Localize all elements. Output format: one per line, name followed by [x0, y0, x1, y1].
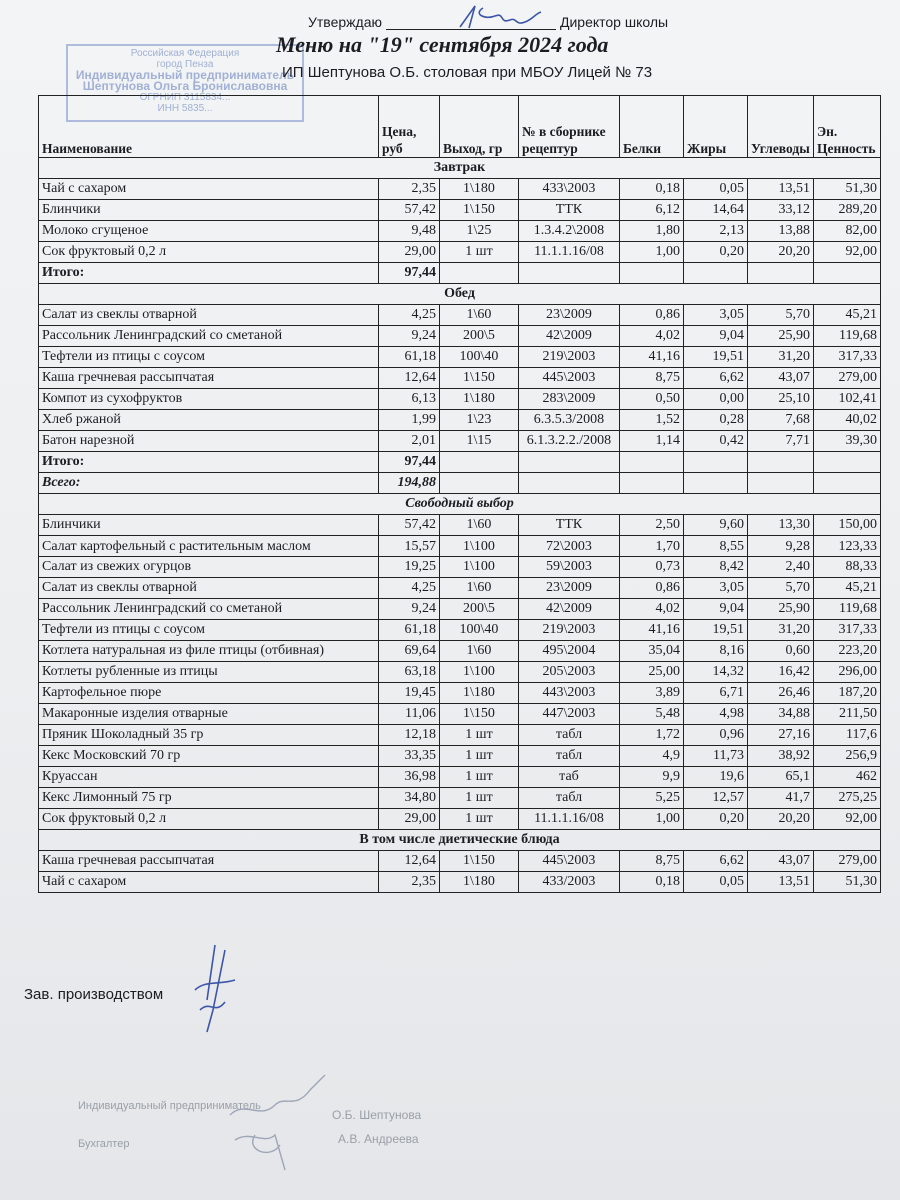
- portion: 1 шт: [440, 809, 519, 830]
- portion: 1\150: [440, 200, 519, 221]
- protein: 0,86: [620, 578, 684, 599]
- table-row: [39, 389, 881, 410]
- column-header: Эн. Ценность: [814, 96, 881, 158]
- fat: 2,13: [684, 221, 748, 242]
- price: 19,45: [379, 683, 440, 704]
- energy: 45,21: [814, 305, 881, 326]
- portion: 1 шт: [440, 788, 519, 809]
- carbs: 33,12: [748, 200, 814, 221]
- price: 2,01: [379, 431, 440, 452]
- table-row: [39, 725, 881, 746]
- recipe-number: 42\2009: [519, 599, 620, 620]
- recipe-number: 283\2009: [519, 389, 620, 410]
- table-row: [39, 767, 881, 788]
- price: 63,18: [379, 662, 440, 683]
- recipe-number: 23\2009: [519, 305, 620, 326]
- fat: 8,55: [684, 536, 748, 557]
- dish-name: Каша гречневая рассыпчатая: [39, 851, 379, 872]
- column-header: Белки: [620, 96, 684, 158]
- dish-name: Рассольник Ленинградский со сметаной: [39, 599, 379, 620]
- recipe-number: табл: [519, 746, 620, 767]
- price: 6,13: [379, 389, 440, 410]
- table-row: [39, 368, 881, 389]
- carbs: 20,20: [748, 242, 814, 263]
- fat: 19,6: [684, 767, 748, 788]
- column-header: Наименование: [39, 96, 379, 158]
- carbs: 25,90: [748, 326, 814, 347]
- energy: 51,30: [814, 872, 881, 893]
- price: 2,35: [379, 179, 440, 200]
- total-label: Итого:: [39, 452, 379, 473]
- recipe-number: 495\2004: [519, 641, 620, 662]
- portion: 1\180: [440, 389, 519, 410]
- energy: 211,50: [814, 704, 881, 725]
- price: 9,24: [379, 599, 440, 620]
- table-row: [39, 599, 881, 620]
- section-title: Завтрак: [39, 158, 881, 179]
- faded-signatures: [215, 1070, 335, 1180]
- carbs: 5,70: [748, 578, 814, 599]
- table-row: [39, 431, 881, 452]
- protein: 0,73: [620, 557, 684, 578]
- protein: 1,14: [620, 431, 684, 452]
- entrepreneur-label: Индивидуальный предприниматель: [78, 1100, 261, 1112]
- approve-label: Утверждаю: [308, 14, 382, 30]
- energy: 92,00: [814, 242, 881, 263]
- fat: 9,60: [684, 515, 748, 536]
- breakfast-total-row: [39, 263, 881, 284]
- table-row: [39, 662, 881, 683]
- energy: 51,30: [814, 179, 881, 200]
- director-label: Директор школы: [559, 14, 669, 30]
- recipe-number: таб: [519, 767, 620, 788]
- energy: 317,33: [814, 347, 881, 368]
- column-header: Цена, руб: [379, 96, 440, 158]
- dish-name: Кекс Лимонный 75 гр: [39, 788, 379, 809]
- energy: 39,30: [814, 431, 881, 452]
- protein: 8,75: [620, 368, 684, 389]
- dish-name: Чай с сахаром: [39, 872, 379, 893]
- fat: 19,51: [684, 620, 748, 641]
- fat: 6,62: [684, 368, 748, 389]
- energy: 102,41: [814, 389, 881, 410]
- carbs: 41,7: [748, 788, 814, 809]
- dish-name: Круассан: [39, 767, 379, 788]
- energy: 275,25: [814, 788, 881, 809]
- table-row: [39, 704, 881, 725]
- stamp-text: ОГРНИП 3115834...: [139, 92, 231, 103]
- energy: 279,00: [814, 851, 881, 872]
- portion: 1 шт: [440, 767, 519, 788]
- energy: 40,02: [814, 410, 881, 431]
- dish-name: Блинчики: [39, 200, 379, 221]
- dish-name: Каша гречневая рассыпчатая: [39, 368, 379, 389]
- fat: 9,04: [684, 326, 748, 347]
- table-row: [39, 788, 881, 809]
- dish-name: Чай с сахаром: [39, 179, 379, 200]
- section-heading: [39, 158, 881, 179]
- fat: 11,73: [684, 746, 748, 767]
- column-header: Жиры: [684, 96, 748, 158]
- director-signature: [455, 2, 545, 32]
- price: 1,99: [379, 410, 440, 431]
- stamp-text: ИНН 5835...: [157, 103, 213, 114]
- section-heading: [39, 830, 881, 851]
- carbs: 9,28: [748, 536, 814, 557]
- column-header: Углеводы: [748, 96, 814, 158]
- carbs: 2,40: [748, 557, 814, 578]
- price: 4,25: [379, 578, 440, 599]
- price: 69,64: [379, 641, 440, 662]
- table-row: [39, 536, 881, 557]
- price: 61,18: [379, 620, 440, 641]
- carbs: 20,20: [748, 809, 814, 830]
- price: 57,42: [379, 200, 440, 221]
- recipe-number: 205\2003: [519, 662, 620, 683]
- dish-name: Картофельное пюре: [39, 683, 379, 704]
- dish-name: Макаронные изделия отварные: [39, 704, 379, 725]
- fat: 14,64: [684, 200, 748, 221]
- protein: 6,12: [620, 200, 684, 221]
- carbs: 43,07: [748, 368, 814, 389]
- carbs: 27,16: [748, 725, 814, 746]
- price: 15,57: [379, 536, 440, 557]
- recipe-number: табл: [519, 725, 620, 746]
- table-row: [39, 641, 881, 662]
- page-subtitle: ИП Шептунова О.Б. столовая при МБОУ Лицей № 73: [282, 64, 653, 81]
- portion: 1\150: [440, 368, 519, 389]
- protein: 5,48: [620, 704, 684, 725]
- portion: 1\180: [440, 179, 519, 200]
- energy: 150,00: [814, 515, 881, 536]
- carbs: 26,46: [748, 683, 814, 704]
- carbs: 34,88: [748, 704, 814, 725]
- protein: 0,86: [620, 305, 684, 326]
- carbs: 13,51: [748, 872, 814, 893]
- recipe-number: 445\2003: [519, 851, 620, 872]
- lunch-total-row: [39, 452, 881, 473]
- energy: 82,00: [814, 221, 881, 242]
- energy: 256,9: [814, 746, 881, 767]
- recipe-number: 72\2003: [519, 536, 620, 557]
- fat: 0,20: [684, 242, 748, 263]
- production-manager-label: Зав. производством: [24, 986, 164, 1003]
- dish-name: Сок фруктовый 0,2 л: [39, 809, 379, 830]
- carbs: 43,07: [748, 851, 814, 872]
- table-row: [39, 620, 881, 641]
- section-title: Свободный выбор: [39, 494, 881, 515]
- fat: 0,42: [684, 431, 748, 452]
- recipe-number: 433\2003: [519, 179, 620, 200]
- stamp-text: Российская Федерация: [130, 48, 240, 59]
- protein: 41,16: [620, 620, 684, 641]
- recipe-number: 433/2003: [519, 872, 620, 893]
- fat: 0,20: [684, 809, 748, 830]
- energy: 88,33: [814, 557, 881, 578]
- energy: 123,33: [814, 536, 881, 557]
- energy: 119,68: [814, 326, 881, 347]
- table-row: [39, 179, 881, 200]
- menu-table: [38, 95, 881, 893]
- recipe-number: 443\2003: [519, 683, 620, 704]
- protein: 5,25: [620, 788, 684, 809]
- dish-name: Батон нарезной: [39, 431, 379, 452]
- total-value: 97,44: [379, 263, 440, 284]
- dish-name: Молоко сгущеное: [39, 221, 379, 242]
- price: 33,35: [379, 746, 440, 767]
- table-row: [39, 578, 881, 599]
- table-row: [39, 347, 881, 368]
- portion: 100\40: [440, 347, 519, 368]
- price: 9,24: [379, 326, 440, 347]
- energy: 223,20: [814, 641, 881, 662]
- recipe-number: 1.3.4.2\2008: [519, 221, 620, 242]
- table-row: [39, 809, 881, 830]
- recipe-number: 6.1.3.2.2./2008: [519, 431, 620, 452]
- protein: 2,50: [620, 515, 684, 536]
- protein: 1,70: [620, 536, 684, 557]
- portion: 1\150: [440, 851, 519, 872]
- fat: 6,62: [684, 851, 748, 872]
- carbs: 65,1: [748, 767, 814, 788]
- page-title: Меню на "19" сентября 2024 года: [276, 32, 609, 57]
- total-label: Итого:: [39, 263, 379, 284]
- column-header: Выход, гр: [440, 96, 519, 158]
- dish-name: Тефтели из птицы с соусом: [39, 620, 379, 641]
- portion: 1\180: [440, 683, 519, 704]
- energy: 317,33: [814, 620, 881, 641]
- portion: 1\100: [440, 662, 519, 683]
- portion: 1\150: [440, 704, 519, 725]
- recipe-number: 445\2003: [519, 368, 620, 389]
- grand-total-row: [39, 473, 881, 494]
- price: 19,25: [379, 557, 440, 578]
- portion: 1 шт: [440, 725, 519, 746]
- portion: 200\5: [440, 326, 519, 347]
- portion: 1\15: [440, 431, 519, 452]
- portion: 1\60: [440, 578, 519, 599]
- protein: 35,04: [620, 641, 684, 662]
- fat: 12,57: [684, 788, 748, 809]
- dish-name: Котлеты рубленные из птицы: [39, 662, 379, 683]
- table-row: [39, 872, 881, 893]
- fat: 6,71: [684, 683, 748, 704]
- dish-name: Салат картофельный с растительным маслом: [39, 536, 379, 557]
- protein: 4,9: [620, 746, 684, 767]
- stamp-text: город Пенза: [156, 59, 214, 70]
- price: 12,18: [379, 725, 440, 746]
- portion: 200\5: [440, 599, 519, 620]
- table-header-row: [39, 96, 881, 158]
- recipe-number: 59\2003: [519, 557, 620, 578]
- section-title: Обед: [39, 284, 881, 305]
- fat: 8,42: [684, 557, 748, 578]
- accountant-name: А.В. Андреева: [338, 1132, 419, 1146]
- grand-total-label: Всего:: [39, 473, 379, 494]
- protein: 4,02: [620, 326, 684, 347]
- recipe-number: 11.1.1.16/08: [519, 242, 620, 263]
- portion: 1 шт: [440, 242, 519, 263]
- portion: 1\100: [440, 557, 519, 578]
- dish-name: Блинчики: [39, 515, 379, 536]
- carbs: 38,92: [748, 746, 814, 767]
- fat: 9,04: [684, 599, 748, 620]
- dish-name: Рассольник Ленинградский со сметаной: [39, 326, 379, 347]
- portion: 1\25: [440, 221, 519, 242]
- dish-name: Компот из сухофруктов: [39, 389, 379, 410]
- carbs: 31,20: [748, 620, 814, 641]
- carbs: 25,10: [748, 389, 814, 410]
- table-row: [39, 515, 881, 536]
- portion: 1\60: [440, 641, 519, 662]
- dish-name: Хлеб ржаной: [39, 410, 379, 431]
- production-signature: [185, 940, 245, 1035]
- protein: 0,18: [620, 179, 684, 200]
- table-row: [39, 746, 881, 767]
- recipe-number: табл: [519, 788, 620, 809]
- energy: 117,6: [814, 725, 881, 746]
- protein: 8,75: [620, 851, 684, 872]
- energy: 279,00: [814, 368, 881, 389]
- dish-name: Котлета натуральная из филе птицы (отбивная): [39, 641, 379, 662]
- portion: 1 шт: [440, 746, 519, 767]
- protein: 1,72: [620, 725, 684, 746]
- carbs: 13,88: [748, 221, 814, 242]
- dish-name: Сок фруктовый 0,2 л: [39, 242, 379, 263]
- section-heading: [39, 284, 881, 305]
- table-row: [39, 557, 881, 578]
- energy: 119,68: [814, 599, 881, 620]
- table-row: [39, 851, 881, 872]
- recipe-number: 447\2003: [519, 704, 620, 725]
- recipe-number: ТТК: [519, 515, 620, 536]
- recipe-number: 23\2009: [519, 578, 620, 599]
- recipe-number: 11.1.1.16/08: [519, 809, 620, 830]
- price: 2,35: [379, 872, 440, 893]
- table-row: [39, 683, 881, 704]
- protein: 41,16: [620, 347, 684, 368]
- price: 34,80: [379, 788, 440, 809]
- carbs: 13,51: [748, 179, 814, 200]
- table-row: [39, 410, 881, 431]
- fat: 0,05: [684, 872, 748, 893]
- energy: 289,20: [814, 200, 881, 221]
- fat: 8,16: [684, 641, 748, 662]
- fat: 0,05: [684, 179, 748, 200]
- portion: 1\180: [440, 872, 519, 893]
- protein: 25,00: [620, 662, 684, 683]
- price: 11,06: [379, 704, 440, 725]
- portion: 1\100: [440, 536, 519, 557]
- dish-name: Салат из свежих огурцов: [39, 557, 379, 578]
- fat: 0,96: [684, 725, 748, 746]
- fat: 4,98: [684, 704, 748, 725]
- table-row: [39, 305, 881, 326]
- grand-total-value: 194,88: [379, 473, 440, 494]
- table-row: [39, 242, 881, 263]
- stamp-text: Индивидуальный предприниматель: [75, 68, 295, 82]
- protein: 1,80: [620, 221, 684, 242]
- section-title: В том числе диетические блюда: [39, 830, 881, 851]
- fat: 3,05: [684, 305, 748, 326]
- energy: 187,20: [814, 683, 881, 704]
- portion: 100\40: [440, 620, 519, 641]
- portion: 1\60: [440, 515, 519, 536]
- protein: 9,9: [620, 767, 684, 788]
- dish-name: Кекс Московский 70 гр: [39, 746, 379, 767]
- fat: 14,32: [684, 662, 748, 683]
- recipe-number: 219\2003: [519, 347, 620, 368]
- table-row: [39, 200, 881, 221]
- carbs: 25,90: [748, 599, 814, 620]
- accountant-label: Бухгалтер: [78, 1138, 130, 1150]
- carbs: 16,42: [748, 662, 814, 683]
- energy: 462: [814, 767, 881, 788]
- dish-name: Салат из свеклы отварной: [39, 578, 379, 599]
- dish-name: Пряник Шоколадный 35 гр: [39, 725, 379, 746]
- protein: 0,18: [620, 872, 684, 893]
- carbs: 7,71: [748, 431, 814, 452]
- energy: 92,00: [814, 809, 881, 830]
- carbs: 31,20: [748, 347, 814, 368]
- protein: 1,00: [620, 242, 684, 263]
- protein: 4,02: [620, 599, 684, 620]
- section-heading: [39, 494, 881, 515]
- carbs: 5,70: [748, 305, 814, 326]
- carbs: 13,30: [748, 515, 814, 536]
- stamp-text: Шептунова Ольга Брониславовна: [82, 79, 288, 93]
- protein: 0,50: [620, 389, 684, 410]
- table-row: [39, 221, 881, 242]
- total-value: 97,44: [379, 452, 440, 473]
- fat: 3,05: [684, 578, 748, 599]
- fat: 0,00: [684, 389, 748, 410]
- dish-name: Салат из свеклы отварной: [39, 305, 379, 326]
- protein: 1,52: [620, 410, 684, 431]
- carbs: 0,60: [748, 641, 814, 662]
- price: 12,64: [379, 368, 440, 389]
- price: 61,18: [379, 347, 440, 368]
- price: 4,25: [379, 305, 440, 326]
- column-header: № в сборнике рецептур: [519, 96, 620, 158]
- protein: 1,00: [620, 809, 684, 830]
- dish-name: Тефтели из птицы с соусом: [39, 347, 379, 368]
- recipe-number: 42\2009: [519, 326, 620, 347]
- table-row: [39, 326, 881, 347]
- protein: 3,89: [620, 683, 684, 704]
- price: 36,98: [379, 767, 440, 788]
- price: 29,00: [379, 242, 440, 263]
- energy: 296,00: [814, 662, 881, 683]
- energy: 45,21: [814, 578, 881, 599]
- fat: 19,51: [684, 347, 748, 368]
- carbs: 7,68: [748, 410, 814, 431]
- price: 57,42: [379, 515, 440, 536]
- entrepreneur-name: О.Б. Шептунова: [332, 1108, 422, 1122]
- price: 12,64: [379, 851, 440, 872]
- recipe-number: 6.3.5.3/2008: [519, 410, 620, 431]
- recipe-number: ТТК: [519, 200, 620, 221]
- fat: 0,28: [684, 410, 748, 431]
- portion: 1\60: [440, 305, 519, 326]
- table-body: [39, 158, 881, 893]
- price: 9,48: [379, 221, 440, 242]
- price: 29,00: [379, 809, 440, 830]
- portion: 1\23: [440, 410, 519, 431]
- recipe-number: 219\2003: [519, 620, 620, 641]
